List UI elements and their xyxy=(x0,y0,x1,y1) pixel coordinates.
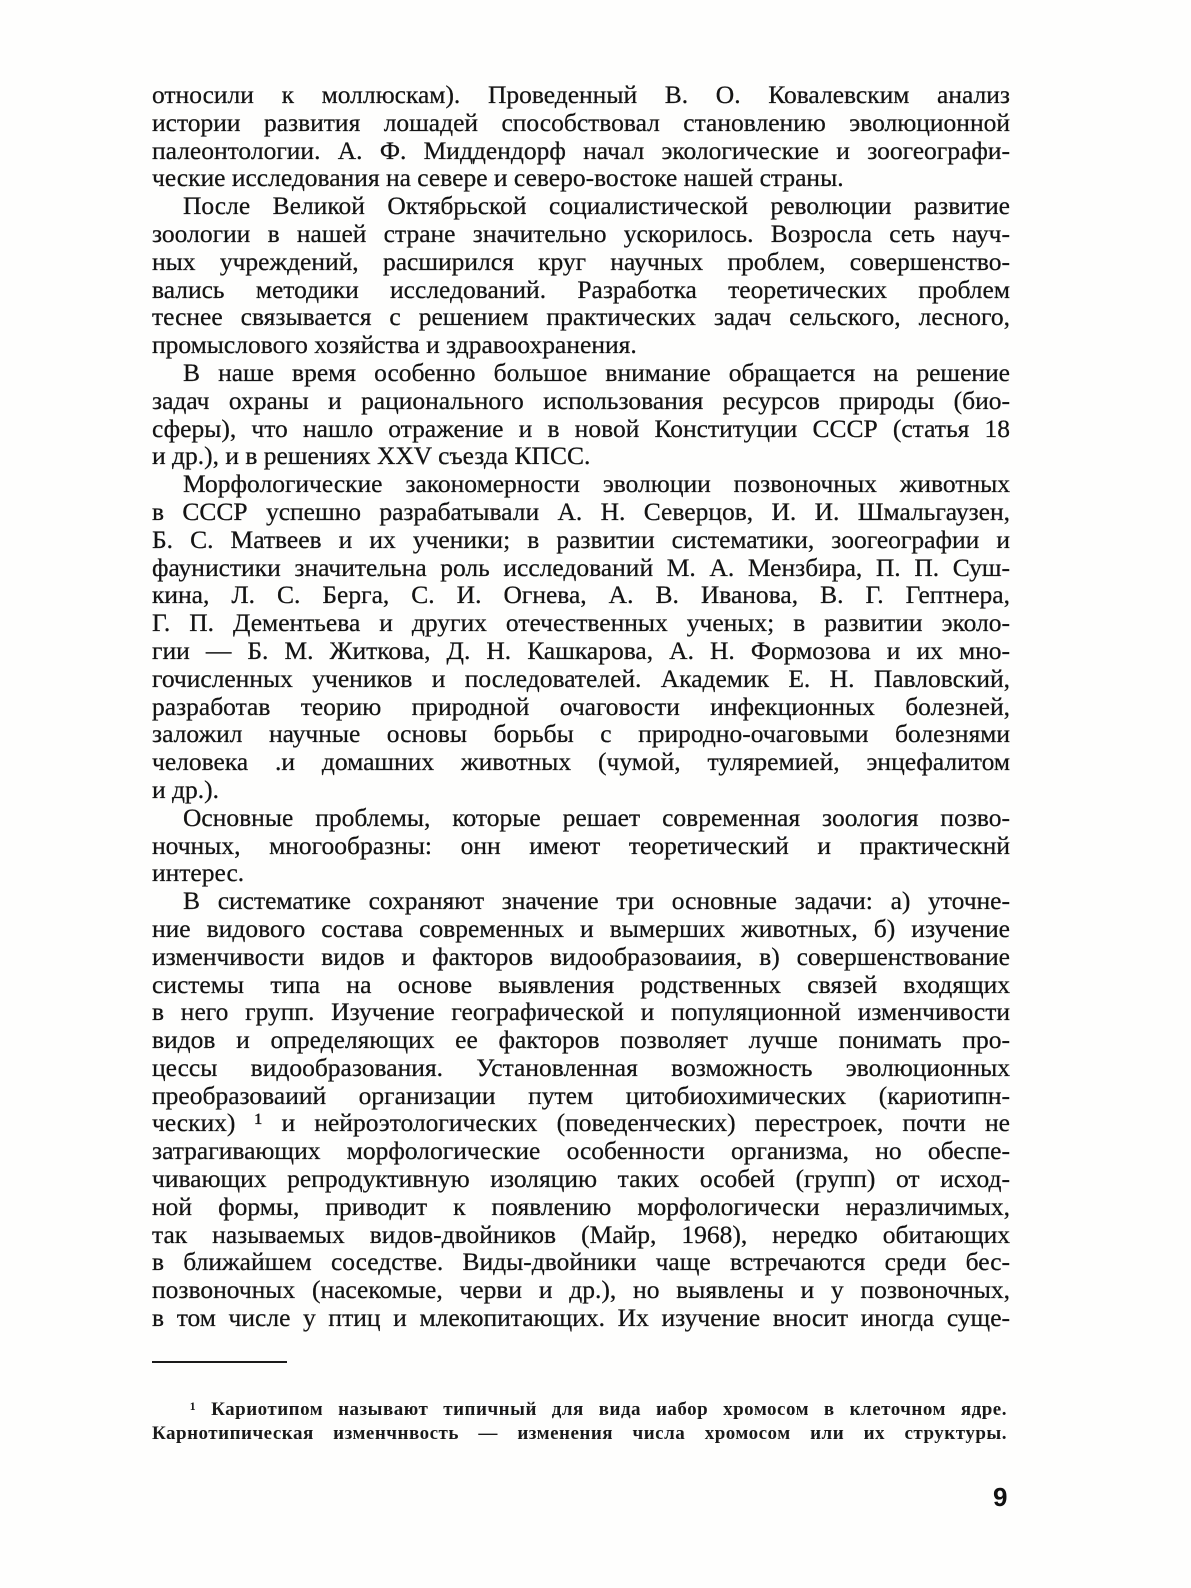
text-line: В систематике сохраняют значение три основные задачи: а) уточне- xyxy=(183,886,1010,916)
text-line: ночных, многообразны: онн имеют теоретический и практическнй xyxy=(152,830,1010,860)
text-line: В наше время особенно большое внимание обращается на решение xyxy=(183,357,1010,387)
text-line: чивающих репродуктивную изоляцию таких особей (групп) от исход- xyxy=(152,1164,1010,1194)
text-line: цессы видообразования. Установленная возможность эволюционных xyxy=(152,1052,1010,1082)
paragraph xyxy=(152,192,1010,359)
text-line: Основные проблемы, которые решает современная зоология позво- xyxy=(183,802,1010,832)
text-line: кина, Л. С. Берга, С. И. Огнева, А. В. Иванова, В. Г. Гептнера, xyxy=(152,580,1010,610)
text-line: заложил научные основы борьбы с природно-очаговыми болезнями xyxy=(152,719,1010,749)
text-line: относили к моллюскам). Проведенный В. О. Ковалевским анализ xyxy=(152,80,1010,109)
text-line: После Великой Октябрьской социалистической революции развитие xyxy=(183,191,1010,221)
text-line: промыслового хозяйства и здравоохранения. xyxy=(152,330,637,360)
text-line: системы типа на основе выявления родственных связей входящих xyxy=(152,969,1010,999)
paragraph xyxy=(152,81,1010,192)
text-line: затрагивающих морфологические особенности организма, но обеспе- xyxy=(152,1136,1010,1166)
text-line: теснее связывается с решением практических задач сельского, лесного, xyxy=(152,302,1010,332)
text-line: палеонтологии. А. Ф. Миддендорф начал экологические и зоогеографи- xyxy=(152,135,1010,165)
text-line: изменчивости видов и факторов видообразоваиия, в) совершенствование xyxy=(152,941,1010,971)
paragraph xyxy=(152,804,1010,887)
text-line: человека .и домашних животных (чумой, туляремией, энцефалитом xyxy=(152,747,1010,777)
text-line: фаунистики значительна роль исследований М. А. Мензбира, П. П. Суш- xyxy=(152,552,1010,582)
text-line: видов и определяющих ее факторов позволяет лучше понимать про- xyxy=(152,1025,1010,1055)
footnote-line: Карнотипическая изменчнвость — изменения числа хромосом или их структуры. xyxy=(152,1423,1007,1444)
text-line: ние видового состава современных и вымерших животных, б) изучение xyxy=(152,913,1010,943)
paragraph xyxy=(152,470,1010,804)
paragraph xyxy=(152,359,1010,470)
text-line: гии — Б. М. Житкова, Д. Н. Кашкарова, А. Н. Формозова и их мно- xyxy=(152,635,1010,665)
text-line: в него групп. Изучение географической и популяционной изменчивости xyxy=(152,997,1010,1027)
text-line: интерес. xyxy=(152,858,245,888)
text-line: истории развития лошадей способствовал становлению эволюционной xyxy=(152,107,1010,137)
text-line: преобразоваиий организации путем цитобиохимических (кариотипн- xyxy=(152,1080,1010,1110)
footnote xyxy=(152,1398,1007,1446)
footnote-line: ¹ Кариотипом называют типичный для вида иабор хромосом в клеточном ядре. xyxy=(190,1399,1007,1420)
text-line: вались методики исследований. Разработка теоретических проблем xyxy=(152,274,1010,304)
text-line: Б. С. Матвеев и их ученики; в развитии систематики, зоогеографии и xyxy=(152,524,1010,554)
text-line: задач охраны и рационального использования ресурсов природы (био- xyxy=(152,385,1010,415)
text-line: разработав теорию природной очаговости инфекционных болезней, xyxy=(152,691,1010,721)
text-line: Морфологические закономерности эволюции позвоночных животных xyxy=(183,469,1010,499)
footnote-rule xyxy=(152,1361,287,1363)
page-number: 9 xyxy=(993,1482,1008,1512)
paragraph xyxy=(152,887,1010,1332)
text-line: в ближайшем соседстве. Виды-двойники чаще встречаются среди бес- xyxy=(152,1247,1010,1277)
text-line: в том числе у птиц и млекопитающих. Их изучение вносит иногда суще- xyxy=(152,1303,1010,1333)
text-line: зоологии в нашей стране значительно ускорилось. Возросла сеть науч- xyxy=(152,218,1010,248)
text-line: ной формы, приводит к появлению морфологически неразличимых, xyxy=(152,1191,1010,1221)
text-line: и др.), и в решениях XXV съезда КПСС. xyxy=(152,441,591,471)
text-line: так называемых видов-двойников (Майр, 1968), нередко обитающих xyxy=(152,1219,1010,1249)
text-line: позвоночных (насекомые, черви и др.), но выявлены и у позвоночных, xyxy=(152,1275,1010,1305)
text-line: в СССР успешно разрабатывали А. Н. Северцов, И. И. Шмальгаузен, xyxy=(152,496,1010,526)
text-line: Г. П. Дементьева и других отечественных ученых; в развитии эколо- xyxy=(152,608,1010,638)
text-line: ческие исследования на севере и северо-востоке нашей страны. xyxy=(152,163,844,193)
text-line: ных учреждений, расширился круг научных проблем, совершенство- xyxy=(152,246,1010,276)
text-line: и др.). xyxy=(152,774,219,804)
text-line: гочисленных учеников и последователей. Академик Е. Н. Павловский, xyxy=(152,663,1010,693)
body-text xyxy=(152,81,1010,1332)
text-line: сферы), что нашло отражение и в новой Конституции СССР (статья 18 xyxy=(152,413,1010,443)
text-line: ческих) ¹ и нейроэтологических (поведенческих) перестроек, почти не xyxy=(152,1108,1010,1138)
